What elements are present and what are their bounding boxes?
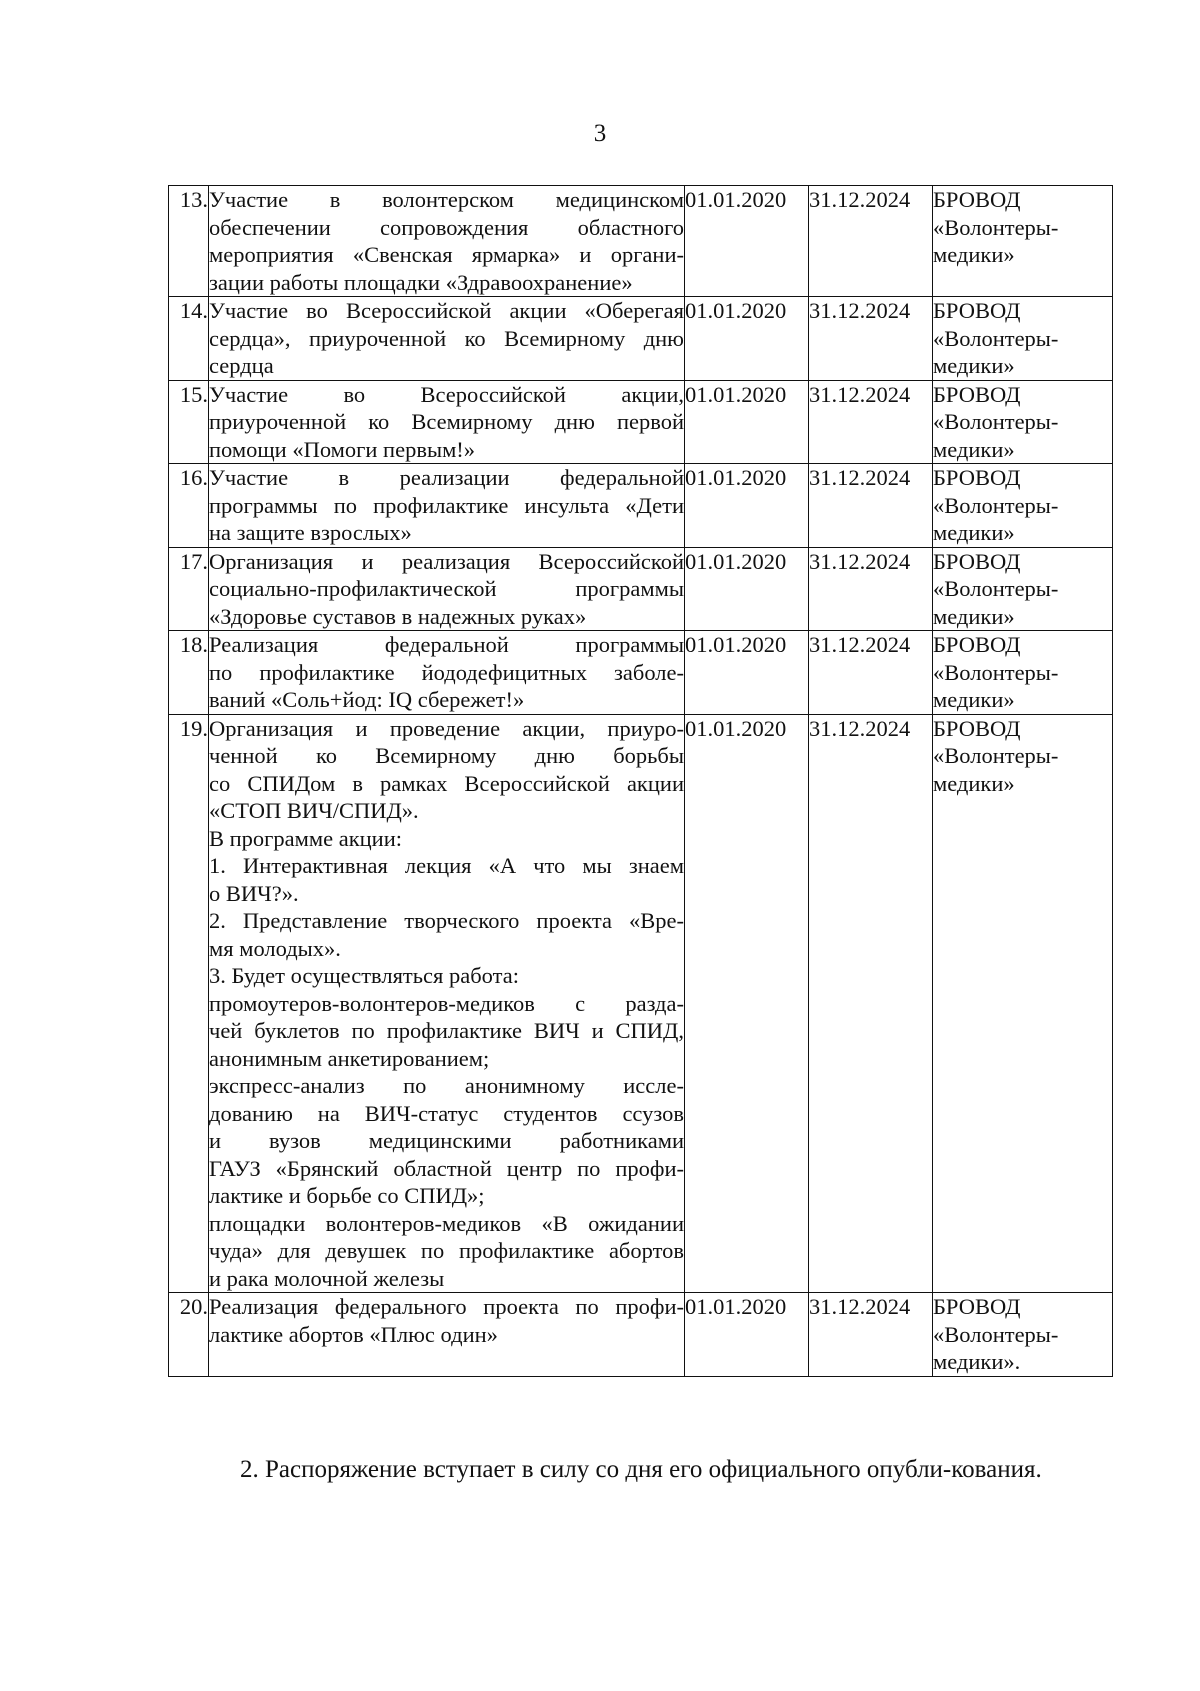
description-line: Организация и реализация Всероссийской <box>209 548 684 574</box>
responsible-party <box>933 547 1113 631</box>
start-date: 01.01.2020 <box>685 631 809 715</box>
description-line: Реализация федерального проекта по профи- <box>209 1294 684 1319</box>
page-number: 3 <box>593 120 607 147</box>
description-line: по профилактике йододефицитных заболе- <box>209 659 684 685</box>
description-line: ченной ко Всемирному дню борьбы <box>209 743 684 768</box>
activity-description <box>209 380 685 464</box>
responsible-line: «Волонтеры- <box>933 492 1059 518</box>
row-number: 19. <box>169 714 209 1293</box>
end-date: 31.12.2024 <box>809 1293 933 1377</box>
activity-description <box>209 631 685 715</box>
end-date: 31.12.2024 <box>809 186 933 297</box>
responsible-line: медики» <box>933 242 1015 267</box>
description-line: лактике абортов «Плюс один» <box>209 1321 498 1347</box>
description-line: 2. Представление творческого проекта «Вре- <box>209 908 684 933</box>
table-row <box>169 297 1113 381</box>
start-date: 01.01.2020 <box>685 464 809 548</box>
description-line: о ВИЧ?». <box>209 880 299 906</box>
description-line: Участие в волонтерском медицинском <box>209 187 684 212</box>
activity-description <box>209 1293 685 1377</box>
responsible-line: БРОВОД <box>933 298 1021 323</box>
table-row <box>169 1293 1113 1377</box>
start-date: 01.01.2020 <box>685 1293 809 1377</box>
description-line: социально-профилактической программы <box>209 576 684 601</box>
row-number: 15. <box>169 380 209 464</box>
responsible-line: «Волонтеры- <box>933 576 1059 601</box>
description-line: Реализация федеральной программы <box>209 632 684 657</box>
description-line: мя молодых». <box>209 935 341 961</box>
description-line: чуда» для девушек по профилактике абортов <box>209 1238 684 1263</box>
description-line: «Здоровье суставов в надежных руках» <box>209 603 587 629</box>
responsible-line: «Волонтеры- <box>933 659 1059 685</box>
responsible-line: «Волонтеры- <box>933 743 1059 768</box>
start-date: 01.01.2020 <box>685 380 809 464</box>
responsible-line: «Волонтеры- <box>933 325 1059 351</box>
responsible-party <box>933 1293 1113 1377</box>
closing-paragraph: 2. Распоряжение вступает в силу со дня его официального опубли-кования. <box>240 1456 1042 1483</box>
end-date: 31.12.2024 <box>809 714 933 1293</box>
start-date: 01.01.2020 <box>685 714 809 1293</box>
description-line: 3. Будет осуществляться работа: <box>209 963 519 988</box>
table-row <box>169 464 1113 548</box>
responsible-line: медики» <box>933 770 1015 796</box>
description-line: программы по профилактике инсульта «Дети <box>209 492 684 518</box>
responsible-line: медики» <box>933 603 1015 629</box>
description-line: помощи «Помоги первым!» <box>209 436 476 462</box>
description-line: лактике и борьбе со СПИД»; <box>209 1183 485 1208</box>
description-line: и рака молочной железы <box>209 1265 445 1291</box>
responsible-line: БРОВОД <box>933 715 1021 741</box>
responsible-party <box>933 380 1113 464</box>
description-line: сердца», приуроченной ко Всемирному дню <box>209 325 684 351</box>
description-line: и вузов медицинскими работниками <box>209 1128 684 1153</box>
responsible-line: медики». <box>933 1349 1021 1374</box>
table-row <box>169 380 1113 464</box>
description-line: приуроченной ко Всемирному дню первой <box>209 409 684 434</box>
description-line: промоутеров-волонтеров-медиков с разда- <box>209 990 684 1016</box>
end-date: 31.12.2024 <box>809 547 933 631</box>
activity-description <box>209 186 685 297</box>
description-line: Участие в реализации федеральной <box>209 465 684 490</box>
description-line: зации работы площадки «Здравоохранение» <box>209 269 633 295</box>
responsible-line: БРОВОД <box>933 632 1021 657</box>
table-row <box>169 186 1113 297</box>
responsible-party <box>933 714 1113 1293</box>
description-line: Участие во Всероссийской акции «Оберегая <box>209 298 684 323</box>
table-row <box>169 631 1113 715</box>
table-row <box>169 714 1113 1293</box>
row-number: 17. <box>169 547 209 631</box>
description-line: Организация и проведение акции, приуро- <box>209 715 684 741</box>
row-number: 20. <box>169 1293 209 1377</box>
activity-description <box>209 547 685 631</box>
start-date: 01.01.2020 <box>685 186 809 297</box>
table-row <box>169 547 1113 631</box>
row-number: 18. <box>169 631 209 715</box>
description-line: на защите взрослых» <box>209 520 412 545</box>
row-number: 13. <box>169 186 209 297</box>
responsible-line: медики» <box>933 520 1015 545</box>
responsible-line: БРОВОД <box>933 187 1021 212</box>
end-date: 31.12.2024 <box>809 297 933 381</box>
start-date: 01.01.2020 <box>685 297 809 381</box>
activity-description <box>209 297 685 381</box>
activity-table-body <box>169 186 1113 1377</box>
responsible-line: БРОВОД <box>933 1294 1021 1319</box>
description-line: со СПИДом в рамках Всероссийской акции <box>209 770 684 796</box>
row-number: 14. <box>169 297 209 381</box>
end-date: 31.12.2024 <box>809 464 933 548</box>
responsible-line: БРОВОД <box>933 465 1021 490</box>
responsible-line: «Волонтеры- <box>933 1321 1059 1347</box>
responsible-party <box>933 186 1113 297</box>
start-date: 01.01.2020 <box>685 547 809 631</box>
description-line: «СТОП ВИЧ/СПИД». <box>209 798 419 823</box>
description-line: Участие во Всероссийской акции, <box>209 381 684 407</box>
responsible-line: медики» <box>933 436 1015 462</box>
description-line: мероприятия «Свенская ярмарка» и органи- <box>209 242 684 267</box>
responsible-line: БРОВОД <box>933 381 1021 407</box>
end-date: 31.12.2024 <box>809 631 933 715</box>
description-line: экспресс-анализ по анонимному иссле- <box>209 1073 684 1098</box>
row-number: 16. <box>169 464 209 548</box>
description-line: чей буклетов по профилактике ВИЧ и СПИД, <box>209 1018 684 1043</box>
responsible-line: «Волонтеры- <box>933 409 1059 434</box>
description-line: анонимным анкетированием; <box>209 1045 490 1071</box>
description-line: В программе акции: <box>209 825 403 851</box>
description-line: сердца <box>209 353 274 378</box>
responsible-party <box>933 464 1113 548</box>
end-date: 31.12.2024 <box>809 380 933 464</box>
responsible-party <box>933 631 1113 715</box>
description-line: 1. Интерактивная лекция «А что мы знаем <box>209 853 684 878</box>
description-line: дованию на ВИЧ-статус студентов ссузов <box>209 1100 684 1126</box>
description-line: обеспечении сопровождения областного <box>209 214 684 240</box>
description-line: площадки волонтеров-медиков «В ожидании <box>209 1210 684 1236</box>
responsible-line: БРОВОД <box>933 548 1021 574</box>
responsible-line: медики» <box>933 353 1015 378</box>
responsible-line: «Волонтеры- <box>933 214 1059 240</box>
activity-table <box>168 185 1113 1377</box>
responsible-party <box>933 297 1113 381</box>
description-line: ГАУЗ «Брянский областной центр по профи- <box>209 1155 684 1181</box>
description-line: ваний «Соль+йод: IQ сбережет!» <box>209 687 525 712</box>
activity-description <box>209 464 685 548</box>
activity-description <box>209 714 685 1293</box>
responsible-line: медики» <box>933 687 1015 712</box>
